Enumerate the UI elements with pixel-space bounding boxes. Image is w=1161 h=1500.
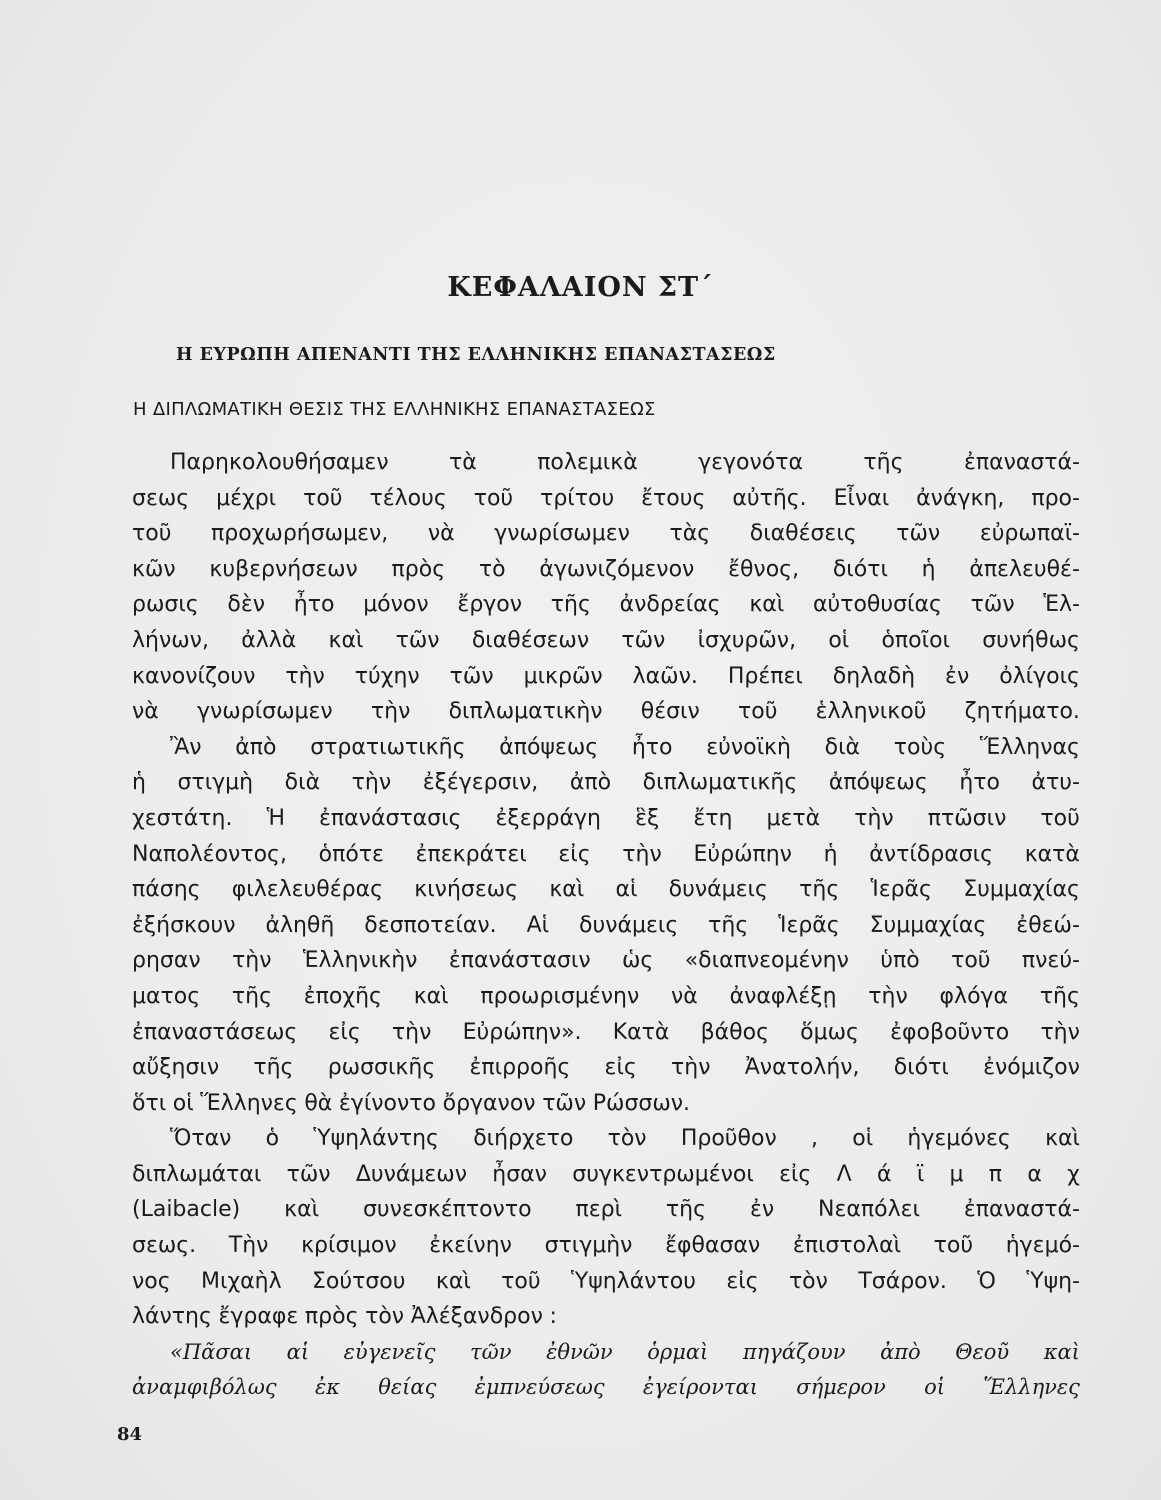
word: Ἱερᾶς [778, 912, 840, 938]
word: Ἀνατολήν, [744, 1055, 860, 1081]
word: Ἀλέξανδρον [410, 1304, 543, 1330]
word: τὸν [607, 1126, 647, 1152]
word: βάθος [700, 1019, 769, 1045]
word: τὴν [351, 770, 392, 796]
word: τοῦ [473, 485, 514, 511]
word: τοῦ [132, 521, 172, 547]
word: ἀπελευθέ- [969, 556, 1080, 582]
word: Συμμαχίας [869, 912, 987, 938]
word: ἰσχυρῶν, [697, 627, 797, 653]
text-line [132, 837, 1080, 873]
word: Αἱ [526, 912, 550, 938]
word: σήμερον [796, 1375, 886, 1400]
word: χ [1067, 1161, 1080, 1187]
word: τοῦ [933, 1233, 974, 1259]
word: τὰς [669, 521, 711, 547]
word: κρίσιμον [301, 1233, 397, 1259]
word: «Πᾶσαι [170, 1339, 253, 1364]
word: τῶν [286, 1161, 331, 1187]
word: τὴν [370, 699, 411, 725]
word: τὸν [788, 1268, 828, 1294]
word: Ἑλ- [1043, 592, 1080, 618]
word: Εἶναι [833, 485, 890, 511]
word: : [549, 1304, 557, 1330]
word: μετὰ [766, 805, 821, 831]
word: Ἡ [266, 805, 285, 831]
word: εὐρωπαϊ- [979, 521, 1080, 547]
word: ἐφοβοῦντο [890, 1019, 1010, 1045]
word: ἀπόψεως [499, 734, 599, 760]
word: Ἕλληνας [979, 734, 1080, 760]
word: τῆς [550, 592, 591, 618]
word: Ρώσσων. [592, 1090, 691, 1116]
word: κῶν [132, 556, 176, 582]
word: πρὸς [391, 556, 446, 582]
word: φλόγα [939, 983, 1009, 1009]
word: Τσάρον. [858, 1268, 947, 1294]
word: Παρηκολουθήσαμεν [170, 450, 389, 475]
word: ρησαν [132, 948, 201, 974]
word: οἱ [924, 1375, 945, 1400]
word: Μιχαὴλ [201, 1268, 282, 1294]
word: γνωρίσωμεν [494, 521, 630, 547]
text-line [132, 730, 1080, 766]
text-line [132, 872, 1080, 908]
word: Δυνάμεων [355, 1161, 467, 1187]
quote-line [132, 1370, 1080, 1406]
word: ἦτο [959, 770, 1000, 796]
text-line [132, 1192, 1080, 1228]
word: διότι [893, 1055, 949, 1081]
word: στρατιωτικῆς [310, 734, 466, 760]
word: ὅμως [800, 1019, 859, 1045]
word: διὰ [284, 770, 321, 796]
word: ὄργανον [442, 1090, 536, 1116]
word: λάντης [132, 1304, 212, 1330]
word: θὰ [304, 1090, 333, 1116]
word: ἀπὸ [880, 1339, 921, 1364]
word: ἡ [132, 770, 146, 796]
word: ἐγίνοντο [338, 1090, 437, 1116]
text-line [132, 694, 1080, 730]
text-line [132, 1264, 1080, 1300]
word: τρίτου [540, 485, 615, 511]
word: κυβερνήσεων [209, 556, 358, 582]
word: Κατὰ [612, 1019, 670, 1045]
word: φιλελευθέρας [231, 877, 384, 903]
word: δὲν [227, 592, 266, 618]
word: ἐκείνην [429, 1233, 512, 1259]
word: εἰς [726, 1268, 759, 1294]
word: τῶν [896, 521, 941, 547]
word: κανονίζουν [132, 663, 256, 689]
word: ἐγείρονται [642, 1375, 758, 1400]
word: προωρισμένην [480, 983, 640, 1009]
word: πτῶσιν [927, 805, 1007, 831]
word: εὐγενεῖς [343, 1339, 436, 1364]
text-line [132, 765, 1080, 801]
word: πολεμικὰ [537, 450, 638, 475]
word: γνωρίσωμεν [197, 699, 333, 725]
word: ἐθεώ- [1016, 912, 1080, 938]
word: καὶ [435, 1268, 471, 1294]
word: δηλαδὴ [832, 663, 916, 689]
word: πρὸς [304, 1304, 359, 1330]
word: διὰ [824, 734, 861, 760]
word: νὰ [132, 699, 159, 725]
word: περὶ [575, 1197, 623, 1223]
text-line [132, 1157, 1080, 1193]
word: ἐπεκράτει [415, 841, 527, 867]
word: Ὑψη- [1026, 1268, 1080, 1294]
word: πνεύ- [1021, 948, 1080, 974]
text-line [132, 587, 1080, 623]
word: αὐτῆς. [732, 485, 807, 511]
word: τῆς [1039, 983, 1080, 1009]
word: πάσης [132, 877, 201, 903]
word: ἀπὸ [569, 770, 612, 796]
word: καὶ [1045, 1126, 1080, 1152]
word: τοῦ [1040, 805, 1080, 831]
word: ἔργον [457, 592, 523, 618]
text-line [132, 481, 1080, 517]
section-title: Η ΕΥΡΩΠΗ ΑΠΕΝΑΝΤΙ ΤΗΣ ΕΛΛΗΝΙΚΗΣ ΕΠΑΝΑΣΤΑΣΕΩΣ [176, 345, 776, 365]
word: Ἂν [170, 734, 202, 760]
text-line [132, 1086, 1080, 1122]
word: ὁ [265, 1126, 280, 1152]
word: τὴν [868, 983, 908, 1009]
word: ἐξήσκουν [132, 912, 236, 938]
text-line [132, 659, 1080, 695]
word: ϊ [916, 1161, 925, 1187]
word: τῆς [863, 450, 904, 475]
word: λήνων, [132, 627, 209, 653]
text-line [132, 1121, 1080, 1157]
word: Πρέπει [727, 663, 803, 689]
word: Ἕλληνες [983, 1375, 1080, 1400]
word: α [1027, 1161, 1042, 1187]
word: τῆς [231, 983, 272, 1009]
word: αὔξησιν [132, 1055, 220, 1081]
text-line [132, 1228, 1080, 1264]
text-line [132, 1015, 1080, 1051]
word: ἀγωνιζόμενον [539, 556, 695, 582]
word: ἀνάγκη, [916, 485, 1005, 511]
word: ἔτους [641, 485, 706, 511]
word: προ- [1031, 485, 1080, 511]
word: τῶν [621, 627, 666, 653]
chapter-title: ΚΕΦΑΛΑΙΟΝ ΣΤ΄ [447, 272, 714, 303]
word: Ναπολέοντος, [132, 841, 287, 867]
word: Τὴν [228, 1233, 269, 1259]
word: Νεαπόλει [818, 1197, 920, 1223]
word: χεστάτη. [132, 805, 233, 831]
word: δυνάμεις [579, 912, 679, 938]
word: καὶ [284, 1197, 320, 1223]
text-line [132, 1299, 1080, 1335]
word: Ὅταν [170, 1126, 232, 1152]
word: δεσποτείαν. [364, 912, 497, 938]
word: ἐξερράγη [495, 805, 601, 831]
word: ἀναμφιβόλως [132, 1375, 277, 1400]
word: τέλους [369, 485, 447, 511]
word: ἀντίδρασις [869, 841, 994, 867]
word: λαῶν. [632, 663, 698, 689]
word: μικρῶν [523, 663, 603, 689]
word: τῶν [449, 663, 494, 689]
word: οἱ [828, 627, 850, 653]
word: νὰ [427, 521, 455, 547]
word: ἀτυ- [1031, 770, 1080, 796]
word: ἐπαναστά- [963, 1197, 1080, 1223]
word: οἱ [172, 1090, 194, 1116]
word: ἀληθῆ [265, 912, 335, 938]
word: νὰ [671, 983, 698, 1009]
word: ἐπανάστασις [319, 805, 462, 831]
word: τῆς [253, 1055, 294, 1081]
word: ἡγεμό- [1005, 1233, 1080, 1259]
word: ἐθνῶν [546, 1339, 613, 1364]
word: ἔφθασαν [665, 1233, 761, 1259]
word: μ [949, 1161, 964, 1187]
text-line [132, 908, 1080, 944]
text-line [132, 1050, 1080, 1086]
word: ἀλλὰ [241, 627, 297, 653]
word: ἔγραφε [218, 1304, 299, 1330]
word: ἐξέγερσιν, [422, 770, 539, 796]
word: ἡ [921, 556, 936, 582]
word: διπλωματικῆς [642, 770, 798, 796]
word: ὁποῖοι [881, 627, 950, 653]
word: εὐνοϊκὴ [706, 734, 791, 760]
word: μόνον [363, 592, 429, 618]
body-text [132, 445, 1080, 1406]
text-line [132, 516, 1080, 552]
word: ἀπόψεως [828, 770, 928, 796]
word: ὀλίγοις [999, 663, 1080, 689]
word: τὴν [854, 805, 894, 831]
text-line [132, 979, 1080, 1015]
word: ἔτη [693, 805, 733, 831]
word: ἀναφλέξῃ [729, 983, 837, 1009]
word: Ἱερᾶς [870, 877, 932, 903]
word: ἐπαναστά- [963, 450, 1080, 475]
word: τῆς [799, 877, 840, 903]
word: Ἑλληνικὴν [302, 948, 418, 974]
text-line [132, 623, 1080, 659]
word: ά [876, 1161, 892, 1187]
word: ὡς [622, 948, 654, 974]
word: τὴν [232, 948, 272, 974]
word: συγκεντρωμένοι [572, 1161, 754, 1187]
word: ἐπιρροῆς [469, 1055, 571, 1081]
word: τῆς [665, 1197, 707, 1223]
word: ὑπὸ [880, 948, 920, 974]
word: ἐκ [314, 1375, 340, 1400]
word: προχωρήσωμεν, [211, 521, 389, 547]
word: ἡγεμόνες [907, 1126, 1011, 1152]
word: συνεσκέπτοντο [362, 1197, 532, 1223]
word: ἦτο [631, 734, 673, 760]
word: διότι [832, 556, 888, 582]
word: δυνάμεις [668, 877, 768, 903]
word: τοῦ [501, 1268, 541, 1294]
word: ἑλληνικοῦ [815, 699, 927, 725]
word: τοῦ [738, 699, 778, 725]
word: διαθέσεων [471, 627, 590, 653]
word: καὶ [328, 627, 364, 653]
word: νος [132, 1268, 171, 1294]
word: ὅτι [132, 1090, 167, 1116]
word: τῶν [470, 1339, 512, 1364]
word: εἰς [328, 1019, 361, 1045]
word: ἓξ [635, 805, 660, 831]
word: Προῦθον [680, 1126, 777, 1152]
word: Εὐρώπην». [462, 1019, 582, 1045]
word: ρωσις [132, 592, 199, 618]
word: οἱ [852, 1126, 874, 1152]
word: κινήσεως [414, 877, 519, 903]
word: γεγονότα [698, 450, 804, 475]
word: ἐπιστολαὶ [792, 1233, 902, 1259]
word: τῶν [395, 627, 440, 653]
word: ἦσαν [492, 1161, 547, 1187]
word: ἔθνος, [728, 556, 800, 582]
word: θέσιν [640, 699, 700, 725]
word: ζητήματο. [964, 699, 1080, 725]
text-line [132, 445, 1080, 481]
word: ἐνόμιζον [983, 1055, 1080, 1081]
word: π [988, 1161, 1003, 1187]
word: τοῦ [951, 948, 991, 974]
word: καὶ [749, 592, 785, 618]
word: τὴν [622, 841, 662, 867]
word: ἡ [823, 841, 838, 867]
word: διήρχετο [473, 1126, 574, 1152]
word: τῶν [542, 1090, 587, 1116]
word: τοῦ [303, 485, 343, 511]
word: εἰς [779, 1161, 812, 1187]
text-line [132, 943, 1080, 979]
word: ρωσσικῆς [327, 1055, 436, 1081]
word: στιγμὴν [544, 1233, 633, 1259]
word: διπλωμάται [132, 1161, 262, 1187]
word: Ὑψηλάντου [570, 1268, 696, 1294]
word: τὸ [478, 556, 506, 582]
page-number: 84 [117, 1424, 143, 1445]
word: καὶ [1043, 1339, 1080, 1364]
word: συνήθως [982, 627, 1080, 653]
word: καὶ [549, 877, 585, 903]
word: (Laibacle) [132, 1197, 241, 1223]
word: σεως [132, 485, 190, 511]
word: Συμμαχίας [963, 877, 1080, 903]
word: τοὺς [893, 734, 947, 760]
word: ἐν [749, 1197, 775, 1223]
word: Θεοῦ [955, 1339, 1010, 1364]
word: Σούτσου [312, 1268, 406, 1294]
word: τὴν [285, 663, 325, 689]
word: θείας [378, 1375, 437, 1400]
word: διπλωματικὴν [448, 699, 603, 725]
word: τὴν [1040, 1019, 1080, 1045]
word: μέχρι [216, 485, 277, 511]
word: στιγμὴ [177, 770, 254, 796]
word: τῶν [970, 592, 1015, 618]
word: κατὰ [1024, 841, 1080, 867]
word: αὐτοθυσίας [812, 592, 942, 618]
word: Ἕλληνες [200, 1090, 298, 1116]
word: πηγάζουν [742, 1339, 846, 1364]
word: ἐπανάστασιν [448, 948, 591, 974]
quote-line [132, 1335, 1080, 1371]
word: Ὑψηλάντης [313, 1126, 439, 1152]
word: Εὐρώπην [693, 841, 792, 867]
word: ἐπαναστάσεως [132, 1019, 298, 1045]
word: τύχην [354, 663, 420, 689]
word: ἀπὸ [235, 734, 277, 760]
word: σεως. [132, 1233, 197, 1259]
word: τὴν [391, 1019, 432, 1045]
word: τὴν [671, 1055, 711, 1081]
word: «διαπνεομένην [684, 948, 849, 974]
word: αἱ [615, 877, 638, 903]
word: τὸν [365, 1304, 405, 1330]
word: ματος [132, 983, 201, 1009]
word: ὁρμαὶ [647, 1339, 709, 1364]
text-line [132, 552, 1080, 588]
word: διαθέσεις [749, 521, 857, 547]
word: ὁπότε [318, 841, 384, 867]
word: ἐμπνεύσεως [474, 1375, 605, 1400]
word: αἱ [286, 1339, 310, 1364]
word: , [811, 1126, 818, 1152]
word: καὶ [413, 983, 449, 1009]
text-line [132, 801, 1080, 837]
word: ἐποχῆς [303, 983, 382, 1009]
word: τῆς [708, 912, 749, 938]
word: ἐν [945, 663, 970, 689]
word: Λ [836, 1161, 852, 1187]
word: εἰς [558, 841, 591, 867]
word: εἰς [604, 1055, 637, 1081]
word: ἀνδρείας [619, 592, 721, 618]
word: τὰ [449, 450, 477, 475]
word: Ὁ [977, 1268, 996, 1294]
word: ἦτο [293, 592, 335, 618]
subsection-title: Η ΔΙΠΛΩΜΑΤΙΚΗ ΘΕΣΙΣ ΤΗΣ ΕΛΛΗΝΙΚΗΣ ΕΠΑΝΑΣΤΑΣΕΩΣ [133, 399, 656, 420]
